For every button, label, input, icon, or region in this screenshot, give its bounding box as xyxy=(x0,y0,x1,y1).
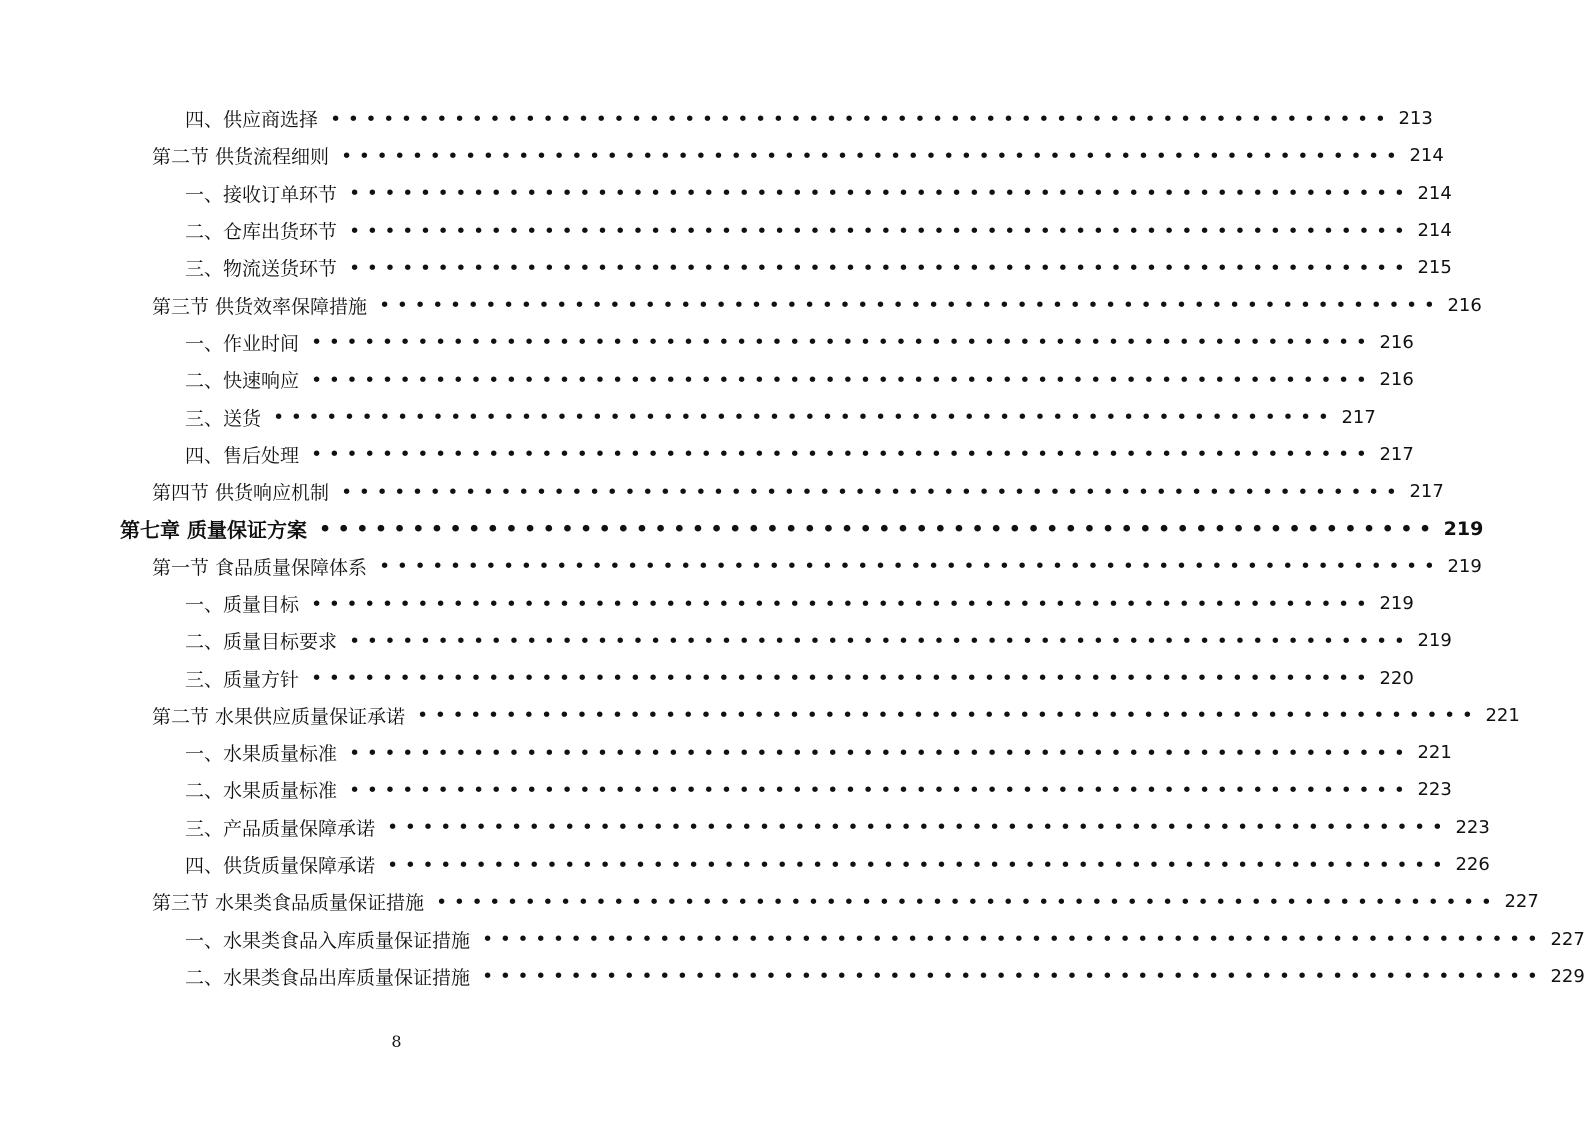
toc-item-entry[interactable] xyxy=(0,622,1452,659)
dot-leader: •••••••••••••••••••••••••••••••••••••••••••••••••••••••••••• xyxy=(273,406,1336,429)
dot-leader: •••••••••••••••••••••••••••••••••••••••••••••••••••••••••••• xyxy=(341,144,1404,167)
toc-entry-label: 第二节 水果供应质量保证承诺 xyxy=(152,705,406,728)
dot-leader: •••••••••••••••••••••••••••••••••••••••••••••••••••••••••••• xyxy=(311,331,1374,354)
toc-entry-label: 二、仓库出货环节 xyxy=(185,221,338,244)
dot-leader: •••••••••••••••••••••••••••••••••••••••••••••••••••••••••••• xyxy=(349,778,1412,801)
dot-leader: •••••••••••••••••••••••••••••••••••••••••••••••••••••••••••• xyxy=(311,667,1374,690)
toc-entry-label: 第七章 质量保证方案 xyxy=(120,518,307,543)
toc-entry-page: 214 xyxy=(1409,145,1444,167)
toc-entry-label: 三、产品质量保障承诺 xyxy=(185,817,376,840)
dot-leader: •••••••••••••••••••••••••••••••••••••••••••••••••••••••••••• xyxy=(311,592,1374,615)
dot-leader: •••••••••••••••••••••••••••••••••••••••••••••••••••••••••••• xyxy=(349,256,1412,279)
toc-item-entry[interactable] xyxy=(0,100,1433,137)
toc-entry-page: 216 xyxy=(1379,369,1414,391)
dot-leader: •••••••••••••••••••••••••••••••••••••••••••••••••••••••••••• xyxy=(311,368,1374,391)
toc-item-entry[interactable] xyxy=(0,921,1585,958)
toc-entry-page: 216 xyxy=(1379,331,1414,353)
toc-entry-page: 219 xyxy=(1447,555,1482,577)
toc-section-entry[interactable] xyxy=(0,473,1444,510)
toc-section-entry[interactable] xyxy=(0,286,1482,323)
toc-entry-label: 一、水果类食品入库质量保证措施 xyxy=(185,929,471,952)
toc-item-entry[interactable] xyxy=(0,771,1452,808)
toc-entry-label: 四、供应商选择 xyxy=(185,109,319,132)
toc-entry-page: 214 xyxy=(1417,182,1452,204)
toc-entry-label: 二、水果类食品出库质量保证措施 xyxy=(185,966,471,989)
page-number: 8 xyxy=(391,1032,402,1051)
toc-item-entry[interactable] xyxy=(0,249,1452,286)
toc-entry-page: 223 xyxy=(1417,779,1452,801)
toc-entry-page: 219 xyxy=(1443,517,1484,540)
toc-entry-page: 221 xyxy=(1417,742,1452,764)
toc-entry-label: 二、水果质量标准 xyxy=(185,780,338,803)
toc-item-entry[interactable] xyxy=(0,361,1414,398)
dot-leader: •••••••••••••••••••••••••••••••••••••••••••••••••••••••••••• xyxy=(482,928,1545,951)
toc-entry-label: 第三节 水果类食品质量保证措施 xyxy=(152,892,425,915)
toc-entry-label: 三、质量方针 xyxy=(185,668,300,691)
toc-entry-label: 三、送货 xyxy=(185,407,262,430)
toc-entry-label: 一、作业时间 xyxy=(185,332,300,355)
toc-entry-page: 227 xyxy=(1504,891,1539,913)
toc-entry-label: 三、物流送货环节 xyxy=(185,258,338,281)
dot-leader: •••••••••••••••••••••••••••••••••••••••••••••••••••••••••••• xyxy=(379,555,1442,578)
dot-leader: •••••••••••••••••••••••••••••••••••••••••••••••••••••••••••• xyxy=(330,107,1393,130)
toc-entry-page: 219 xyxy=(1379,593,1414,614)
toc-entry-page: 215 xyxy=(1417,257,1452,279)
toc-entry-page: 219 xyxy=(1417,630,1452,652)
toc-entry-page: 217 xyxy=(1409,481,1444,503)
dot-leader: •••••••••••••••••••••••••••••••••••••••••••••••••••••••••••• xyxy=(387,816,1450,839)
dot-leader: •••••••••••••••••••••••••••••••••••••••••••••••••••••••••••• xyxy=(349,741,1412,764)
toc-entry-label: 一、质量目标 xyxy=(185,594,300,616)
toc-entry-page: 223 xyxy=(1455,816,1490,838)
dot-leader: •••••••••••••••••••••••••••••••••••••••••••••••••••••••••••• xyxy=(417,704,1480,727)
toc-section-entry[interactable] xyxy=(0,548,1482,585)
toc-entry-label: 第一节 食品质量保障体系 xyxy=(152,556,368,579)
toc-entry-page: 229 xyxy=(1550,965,1585,987)
toc-item-entry[interactable] xyxy=(0,958,1585,995)
toc-entry-page: 220 xyxy=(1379,667,1414,689)
toc-entry-page: 227 xyxy=(1550,928,1585,950)
toc-entry-page: 216 xyxy=(1447,294,1482,316)
toc-item-entry[interactable] xyxy=(0,734,1452,771)
dot-leader: •••••••••••••••••••••••••••••••••••••••••••••••••••••••••••• xyxy=(318,517,1438,540)
table-of-contents xyxy=(0,100,1585,995)
toc-entry-label: 二、快速响应 xyxy=(185,370,300,393)
toc-section-entry[interactable] xyxy=(0,137,1444,174)
toc-section-entry[interactable] xyxy=(0,883,1539,920)
dot-leader: •••••••••••••••••••••••••••••••••••••••••••••••••••••••••••• xyxy=(341,480,1404,503)
toc-item-entry[interactable] xyxy=(0,398,1376,435)
dot-leader: •••••••••••••••••••••••••••••••••••••••••••••••••••••••••••• xyxy=(311,443,1374,466)
toc-chapter-entry[interactable] xyxy=(0,510,1484,547)
toc-entry-label: 四、售后处理 xyxy=(185,444,300,467)
dot-leader: •••••••••••••••••••••••••••••••••••••••••••••••••••••••••••• xyxy=(482,965,1545,988)
toc-item-entry[interactable] xyxy=(0,809,1490,846)
dot-leader: •••••••••••••••••••••••••••••••••••••••••••••••••••••••••••• xyxy=(387,853,1450,876)
toc-item-entry[interactable] xyxy=(0,846,1490,883)
dot-leader: •••••••••••••••••••••••••••••••••••••••••••••••••••••••••••• xyxy=(349,219,1412,242)
toc-entry-label: 第三节 供货效率保障措施 xyxy=(152,295,368,318)
toc-item-entry[interactable] xyxy=(0,175,1452,212)
toc-entry-page: 213 xyxy=(1398,108,1433,130)
toc-entry-page: 221 xyxy=(1485,704,1520,726)
dot-leader: •••••••••••••••••••••••••••••••••••••••••••••••••••••••••••• xyxy=(349,629,1412,652)
toc-entry-label: 第二节 供货流程细则 xyxy=(152,146,330,169)
toc-entry-page: 214 xyxy=(1417,220,1452,242)
toc-entry-page: 226 xyxy=(1455,854,1490,876)
toc-item-entry[interactable] xyxy=(0,659,1414,696)
toc-entry-label: 一、水果质量标准 xyxy=(185,743,338,766)
dot-leader: •••••••••••••••••••••••••••••••••••••••••••••••••••••••••••• xyxy=(379,294,1442,317)
dot-leader: •••••••••••••••••••••••••••••••••••••••••••••••••••••••••••• xyxy=(349,182,1412,205)
toc-item-entry[interactable] xyxy=(0,324,1414,361)
toc-entry-label: 二、质量目标要求 xyxy=(185,631,338,654)
toc-item-entry[interactable] xyxy=(0,585,1414,622)
dot-leader: •••••••••••••••••••••••••••••••••••••••••••••••••••••••••••• xyxy=(436,890,1499,913)
toc-entry-label: 一、接收订单环节 xyxy=(185,183,338,206)
toc-entry-label: 四、供货质量保障承诺 xyxy=(185,855,376,878)
toc-item-entry[interactable] xyxy=(0,436,1414,473)
toc-entry-page: 217 xyxy=(1341,406,1376,428)
toc-section-entry[interactable] xyxy=(0,697,1520,734)
toc-entry-page: 217 xyxy=(1379,443,1414,465)
toc-item-entry[interactable] xyxy=(0,212,1452,249)
toc-entry-label: 第四节 供货响应机制 xyxy=(152,482,330,505)
